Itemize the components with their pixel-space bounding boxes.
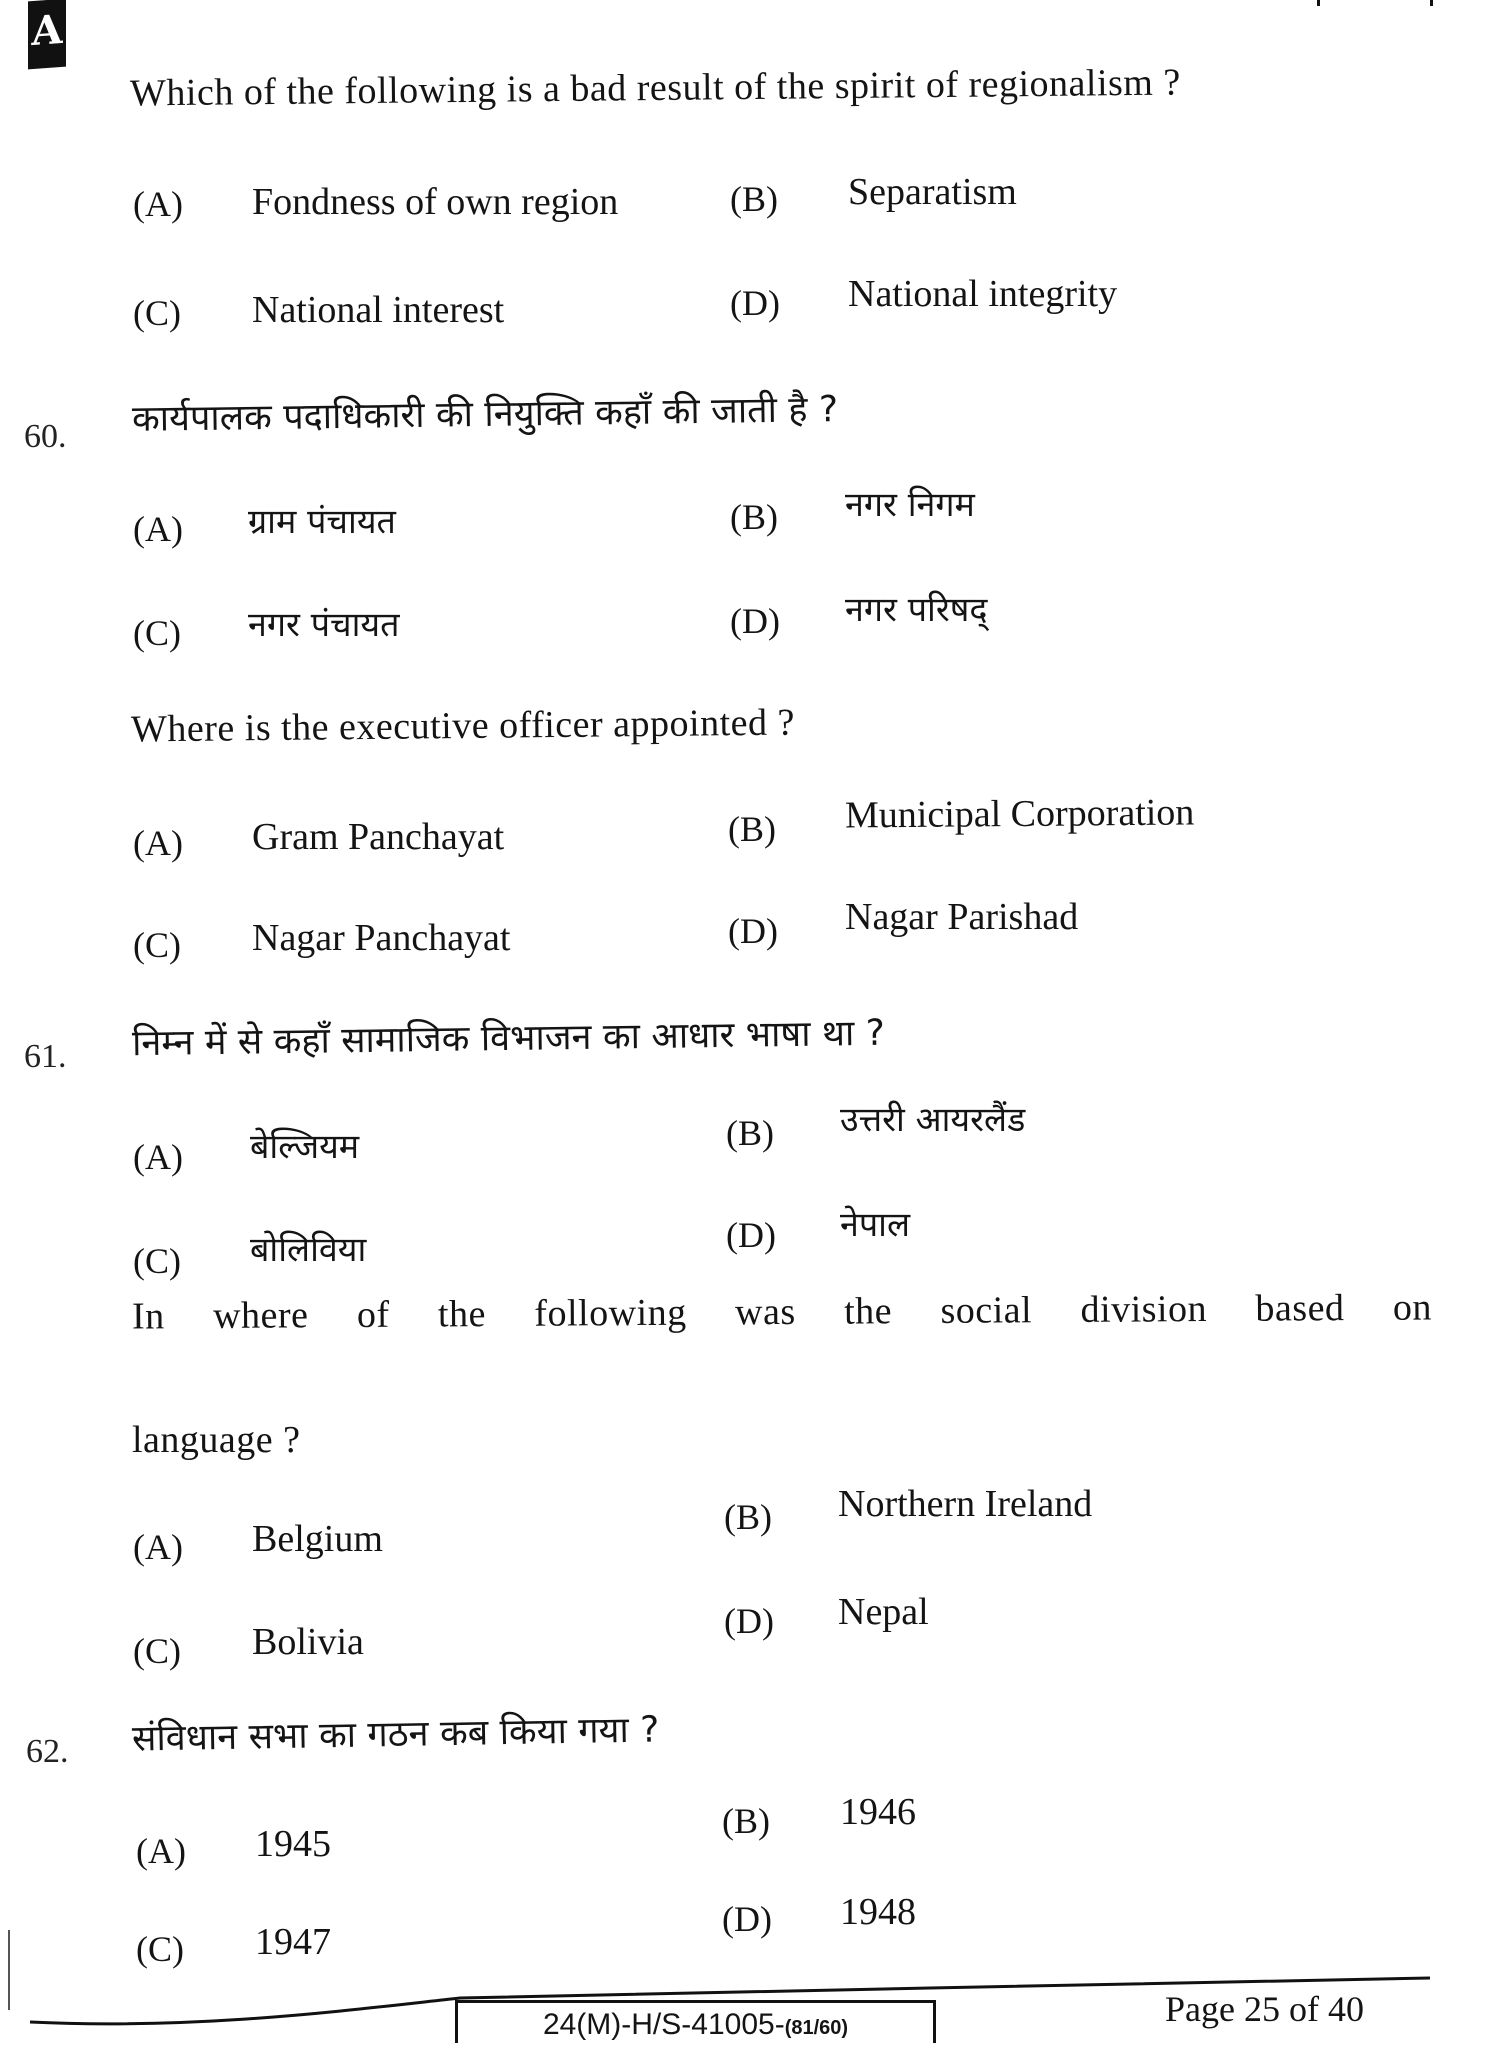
option-text: National interest <box>252 289 505 331</box>
option-text: Nagar Panchayat <box>252 917 511 959</box>
question-text: निम्न में से कहाँ सामाजिक विभाजन का आधार भाषा था ? <box>131 1012 886 1065</box>
option-label: (C) <box>133 293 181 333</box>
question-number: 62. <box>26 1733 69 1770</box>
option-text: बेल्जियम <box>250 1127 360 1167</box>
word: following <box>534 1291 687 1335</box>
header-bracket-box <box>1317 0 1433 6</box>
option-text: नेपाल <box>840 1205 911 1245</box>
question-set-badge: A <box>28 0 66 69</box>
question-text: संविधान सभा का गठन कब किया गया ? <box>131 1709 660 1760</box>
paper-code-suffix: (81/60) <box>784 2017 849 2039</box>
option-label: (D) <box>730 283 780 323</box>
word: the <box>437 1293 487 1336</box>
option-text: 1948 <box>840 1891 916 1933</box>
word: on <box>1392 1286 1433 1329</box>
word: the <box>843 1290 893 1333</box>
option-label: (B) <box>728 809 776 849</box>
question-text: कार्यपालक पदाधिकारी की नियुक्ति कहाँ की जाती है ? <box>131 389 839 440</box>
option-label: (C) <box>133 1631 181 1671</box>
question-text-line-1 <box>132 1285 1432 1338</box>
option-text: Bolivia <box>252 1621 364 1663</box>
option-text: 1946 <box>840 1791 916 1833</box>
option-text: Fondness of own region <box>252 181 619 223</box>
option-text: Municipal Corporation <box>844 791 1195 837</box>
word: where <box>212 1294 309 1337</box>
option-label: (D) <box>722 1899 772 1939</box>
option-text: Nagar Parishad <box>845 896 1079 938</box>
paper-code <box>455 2000 936 2043</box>
option-label: (B) <box>724 1497 772 1537</box>
option-text: नगर परिषद् <box>845 590 988 630</box>
option-label: (A) <box>133 509 183 549</box>
word: social <box>940 1289 1033 1332</box>
option-label: (C) <box>133 613 181 653</box>
option-text: National integrity <box>848 273 1118 315</box>
option-text: 1945 <box>255 1823 331 1865</box>
option-label: (A) <box>133 184 183 224</box>
option-text: नगर निगम <box>845 485 975 525</box>
option-label: (D) <box>730 601 780 641</box>
option-label: (B) <box>730 179 778 219</box>
option-label: (A) <box>136 1831 186 1871</box>
option-label: (B) <box>722 1801 770 1841</box>
question-number: 60. <box>24 418 67 455</box>
question-text-line-2: language ? <box>132 1419 301 1461</box>
option-label: (B) <box>730 497 778 537</box>
option-label: (A) <box>133 823 183 863</box>
option-label: (A) <box>133 1137 183 1177</box>
option-label: (C) <box>136 1929 184 1969</box>
word: of <box>356 1293 390 1336</box>
option-text: उत्तरी आयरलैंड <box>840 1100 1026 1140</box>
question-text: Where is the executive officer appointed ? <box>130 701 796 751</box>
option-label: (B) <box>726 1113 774 1153</box>
option-label: (A) <box>133 1527 183 1567</box>
option-label: (D) <box>724 1601 774 1641</box>
page-number: Page 25 of 40 <box>1165 1989 1364 2029</box>
option-text: Separatism <box>848 171 1017 213</box>
option-text: Belgium <box>252 1518 383 1560</box>
option-text: नगर पंचायत <box>248 605 400 645</box>
option-text: Gram Panchayat <box>252 816 505 858</box>
option-label: (C) <box>133 1241 181 1281</box>
option-text: ग्राम पंचायत <box>248 502 396 542</box>
word: based <box>1255 1287 1345 1330</box>
word: was <box>734 1290 796 1334</box>
option-label: (D) <box>728 911 778 951</box>
option-label: (D) <box>726 1215 776 1255</box>
option-label: (C) <box>133 925 181 965</box>
question-text: Which of the following is a bad result of the spirit of regionalism ? <box>129 61 1181 115</box>
option-text: Nepal <box>838 1591 929 1633</box>
paper-code-main: 24(M)-H/S-41005- <box>542 2008 785 2041</box>
option-text: 1947 <box>255 1921 331 1963</box>
option-text: बोलिविया <box>250 1230 367 1270</box>
word: In <box>131 1295 165 1338</box>
question-number: 61. <box>24 1038 67 1075</box>
word: division <box>1080 1288 1208 1331</box>
option-text: Northern Ireland <box>838 1483 1093 1525</box>
